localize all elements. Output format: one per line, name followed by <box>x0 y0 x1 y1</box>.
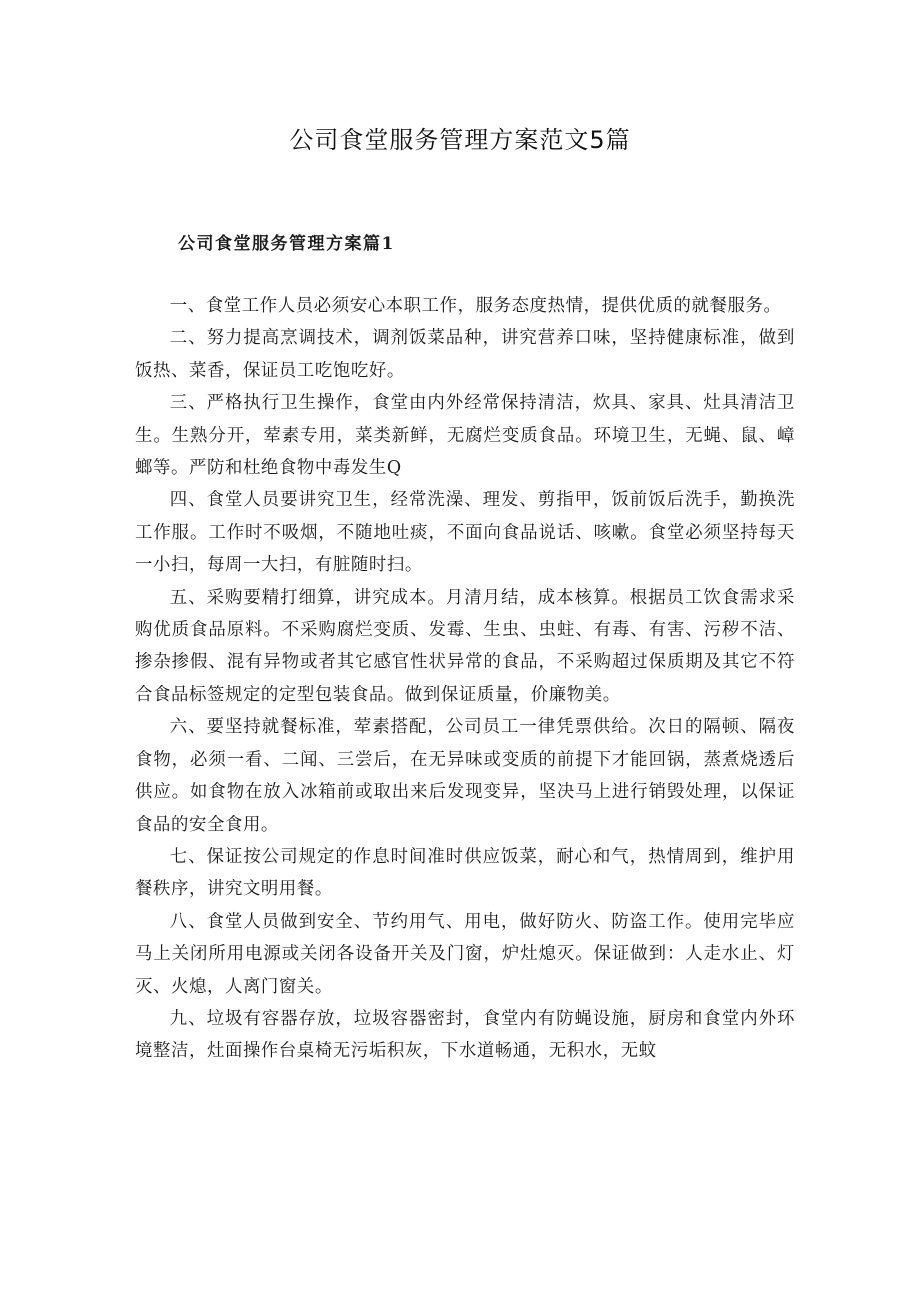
paragraph-5: 五、采购要精打细算，讲究成本。月清月结，成本核算。根据员工饮食需求采购优质食品原料。不采购腐烂变质、发霉、生虫、虫蛀、有毒、有害、污秽不洁、掺杂掺假、混有异物或者其它感官性状异常的食品，不采购超过保质期及其它不符合食品标签规定的定型包装食品。做到保证质量，价廉物美。 <box>135 587 795 705</box>
paragraph-9: 九、垃圾有容器存放，垃圾容器密封，食堂内有防蝇设施，厨房和食堂内外环境整洁，灶面操作台桌椅无污垢积灰，下水道畅通，无积水，无蚊 <box>135 1008 795 1062</box>
paragraph-8: 八、食堂人员做到安全、节约用气、用电，做好防火、防盗工作。使用完毕应马上关闭所用电源或关闭各设备开关及门窗，炉灶熄灭。保证做到：人走水止、灯灭、火熄，人离门窗关。 <box>135 911 795 997</box>
document-title: 公司食堂服务管理方案范文5篇 <box>289 126 631 154</box>
paragraph-3: 三、严格执行卫生操作，食堂由内外经常保持清洁，炊具、家具、灶具清洁卫生。生熟分开，荤素专用，菜类新鲜，无腐烂变质食品。环境卫生，无蝇、鼠、嶂螂等。严防和杜绝食物中毒发生Q <box>135 393 795 479</box>
document-body <box>135 290 795 1068</box>
paragraph-7: 七、保证按公司规定的作息时间准时供应饭菜，耐心和气，热情周到，维护用餐秩序，讲究文明用餐。 <box>135 846 795 900</box>
paragraph-6: 六、要坚持就餐标准，荤素搭配，公司员工一律凭票供给。次日的隔顿、隔夜食物，必须一看、二闻、三尝后，在无异味或变质的前提下才能回锅，蒸煮烧透后供应。如食物在放入冰箱前或取出来后发现变异，坚决马上进行销毁处理，以保证食品的安全食用。 <box>135 717 795 835</box>
paragraph-2: 二、努力提高烹调技术，调剂饭菜品种，讲究营养口味，坚持健康标准，做到饭热、菜香，保证员工吃饱吃好。 <box>135 328 795 381</box>
paragraph-1: 一、食堂工作人员必须安心本职工作，服务态度热情，提供优质的就餐服务。 <box>169 296 782 316</box>
paragraph-4: 四、食堂人员要讲究卫生，经常洗澡、理发、剪指甲，饭前饭后洗手，勤换洗工作服。工作时不吸烟，不随地吐痰，不面向食品说话、咳嗽。食堂必须坚持每天一小扫，每周一大扫，有脏随时扫。 <box>135 490 795 576</box>
section-heading: 公司食堂服务管理方案篇1 <box>178 234 395 254</box>
